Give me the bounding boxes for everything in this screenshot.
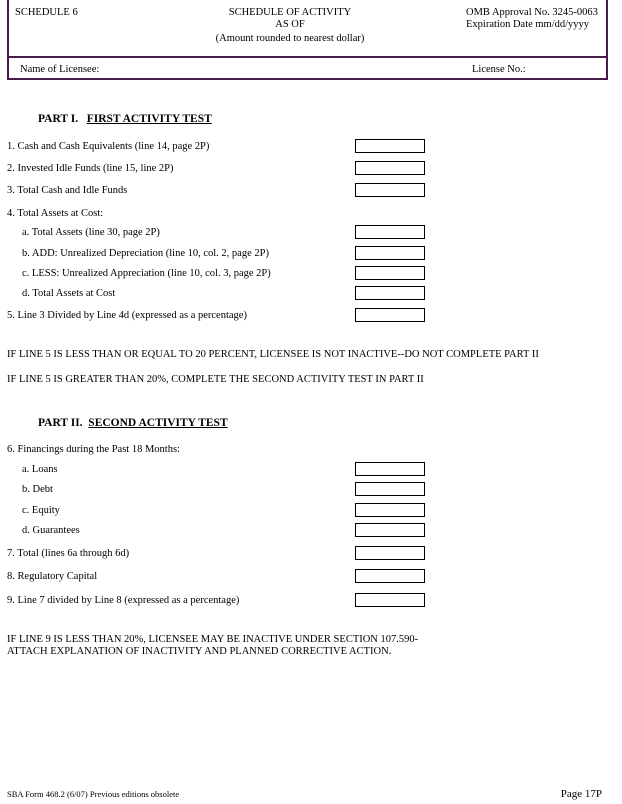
line-6c-field[interactable]: [355, 503, 425, 517]
line-4a-field[interactable]: [355, 225, 425, 239]
line-9-field[interactable]: [355, 593, 425, 607]
part1-title: FIRST ACTIVITY TEST: [86, 113, 212, 125]
line-9-label: 9. Line 7 divided by Line 8 (expressed as a percentage): [7, 595, 240, 606]
line-7-field[interactable]: [355, 546, 425, 560]
line-6d-label: d. Guarantees: [22, 525, 80, 536]
line-4b-field[interactable]: [355, 246, 425, 260]
page-number: Page 17P: [560, 788, 602, 800]
line-4a-label: a. Total Assets (line 30, page 2P): [22, 227, 160, 238]
rounding-note: (Amount rounded to nearest dollar): [215, 33, 365, 44]
line-5-field[interactable]: [355, 308, 425, 322]
part2-note-line2: ATTACH EXPLANATION OF INACTIVITY AND PLANNED CORRECTIVE ACTION.: [7, 646, 392, 657]
omb-approval: OMB Approval No. 3245-0063: [466, 7, 598, 18]
part1-note-complete-part2: IF LINE 5 IS GREATER THAN 20%, COMPLETE THE SECOND ACTIVITY TEST IN PART II: [7, 374, 424, 385]
licensee-name-label: Name of Licensee:: [20, 64, 100, 75]
line-6c-label: c. Equity: [22, 505, 60, 516]
line-3-field[interactable]: [355, 183, 425, 197]
expiration-date: Expiration Date mm/dd/yyyy: [466, 19, 590, 30]
part2-heading: [38, 417, 228, 429]
line-4c-field[interactable]: [355, 266, 425, 280]
line-4-label: 4. Total Assets at Cost:: [7, 208, 104, 219]
line-2-field[interactable]: [355, 161, 425, 175]
line-6b-label: b. Debt: [22, 484, 53, 495]
line-7-label: 7. Total (lines 6a through 6d): [7, 548, 130, 559]
schedule-label: SCHEDULE 6: [15, 7, 78, 18]
line-8-field[interactable]: [355, 569, 425, 583]
form-number: SBA Form 468.2 (6/07) Previous editions obsolete: [7, 789, 180, 799]
line-6b-field[interactable]: [355, 482, 425, 496]
line-6a-label: a. Loans: [22, 464, 58, 475]
part1-note-not-inactive: IF LINE 5 IS LESS THAN OR EQUAL TO 20 PERCENT, LICENSEE IS NOT INACTIVE--DO NOT COMPLETE PART II: [7, 349, 539, 360]
line-3-label: 3. Total Cash and Idle Funds: [7, 185, 128, 196]
line-4b-label: b. ADD: Unrealized Depreciation (line 10, col. 2, page 2P): [22, 248, 269, 259]
line-1-field[interactable]: [355, 139, 425, 153]
part2-note-line1: IF LINE 9 IS LESS THAN 20%, LICENSEE MAY BE INACTIVE UNDER SECTION 107.590-: [7, 634, 419, 645]
line-6a-field[interactable]: [355, 462, 425, 476]
part1-label: PART I.: [38, 113, 79, 125]
line-8-label: 8. Regulatory Capital: [7, 571, 98, 582]
line-5-label: 5. Line 3 Divided by Line 4d (expressed as a percentage): [7, 310, 247, 321]
part2-label: PART II.: [38, 417, 83, 429]
line-1-label: 1. Cash and Cash Equivalents (line 14, page 2P): [7, 141, 210, 152]
line-4d-field[interactable]: [355, 286, 425, 300]
line-4d-label: d. Total Assets at Cost: [22, 288, 116, 299]
line-6-label: 6. Financings during the Past 18 Months:: [7, 444, 180, 455]
line-4c-label: c. LESS: Unrealized Appreciation (line 10, col. 3, page 2P): [22, 268, 271, 279]
form-title: SCHEDULE OF ACTIVITY: [228, 7, 352, 18]
as-of-label: AS OF: [275, 19, 305, 30]
part1-heading: [38, 113, 212, 125]
header-divider: [9, 56, 606, 58]
line-6d-field[interactable]: [355, 523, 425, 537]
part2-title: SECOND ACTIVITY TEST: [88, 417, 228, 429]
line-2-label: 2. Invested Idle Funds (line 15, line 2P): [7, 163, 174, 174]
license-number-label: License No.:: [472, 64, 526, 75]
